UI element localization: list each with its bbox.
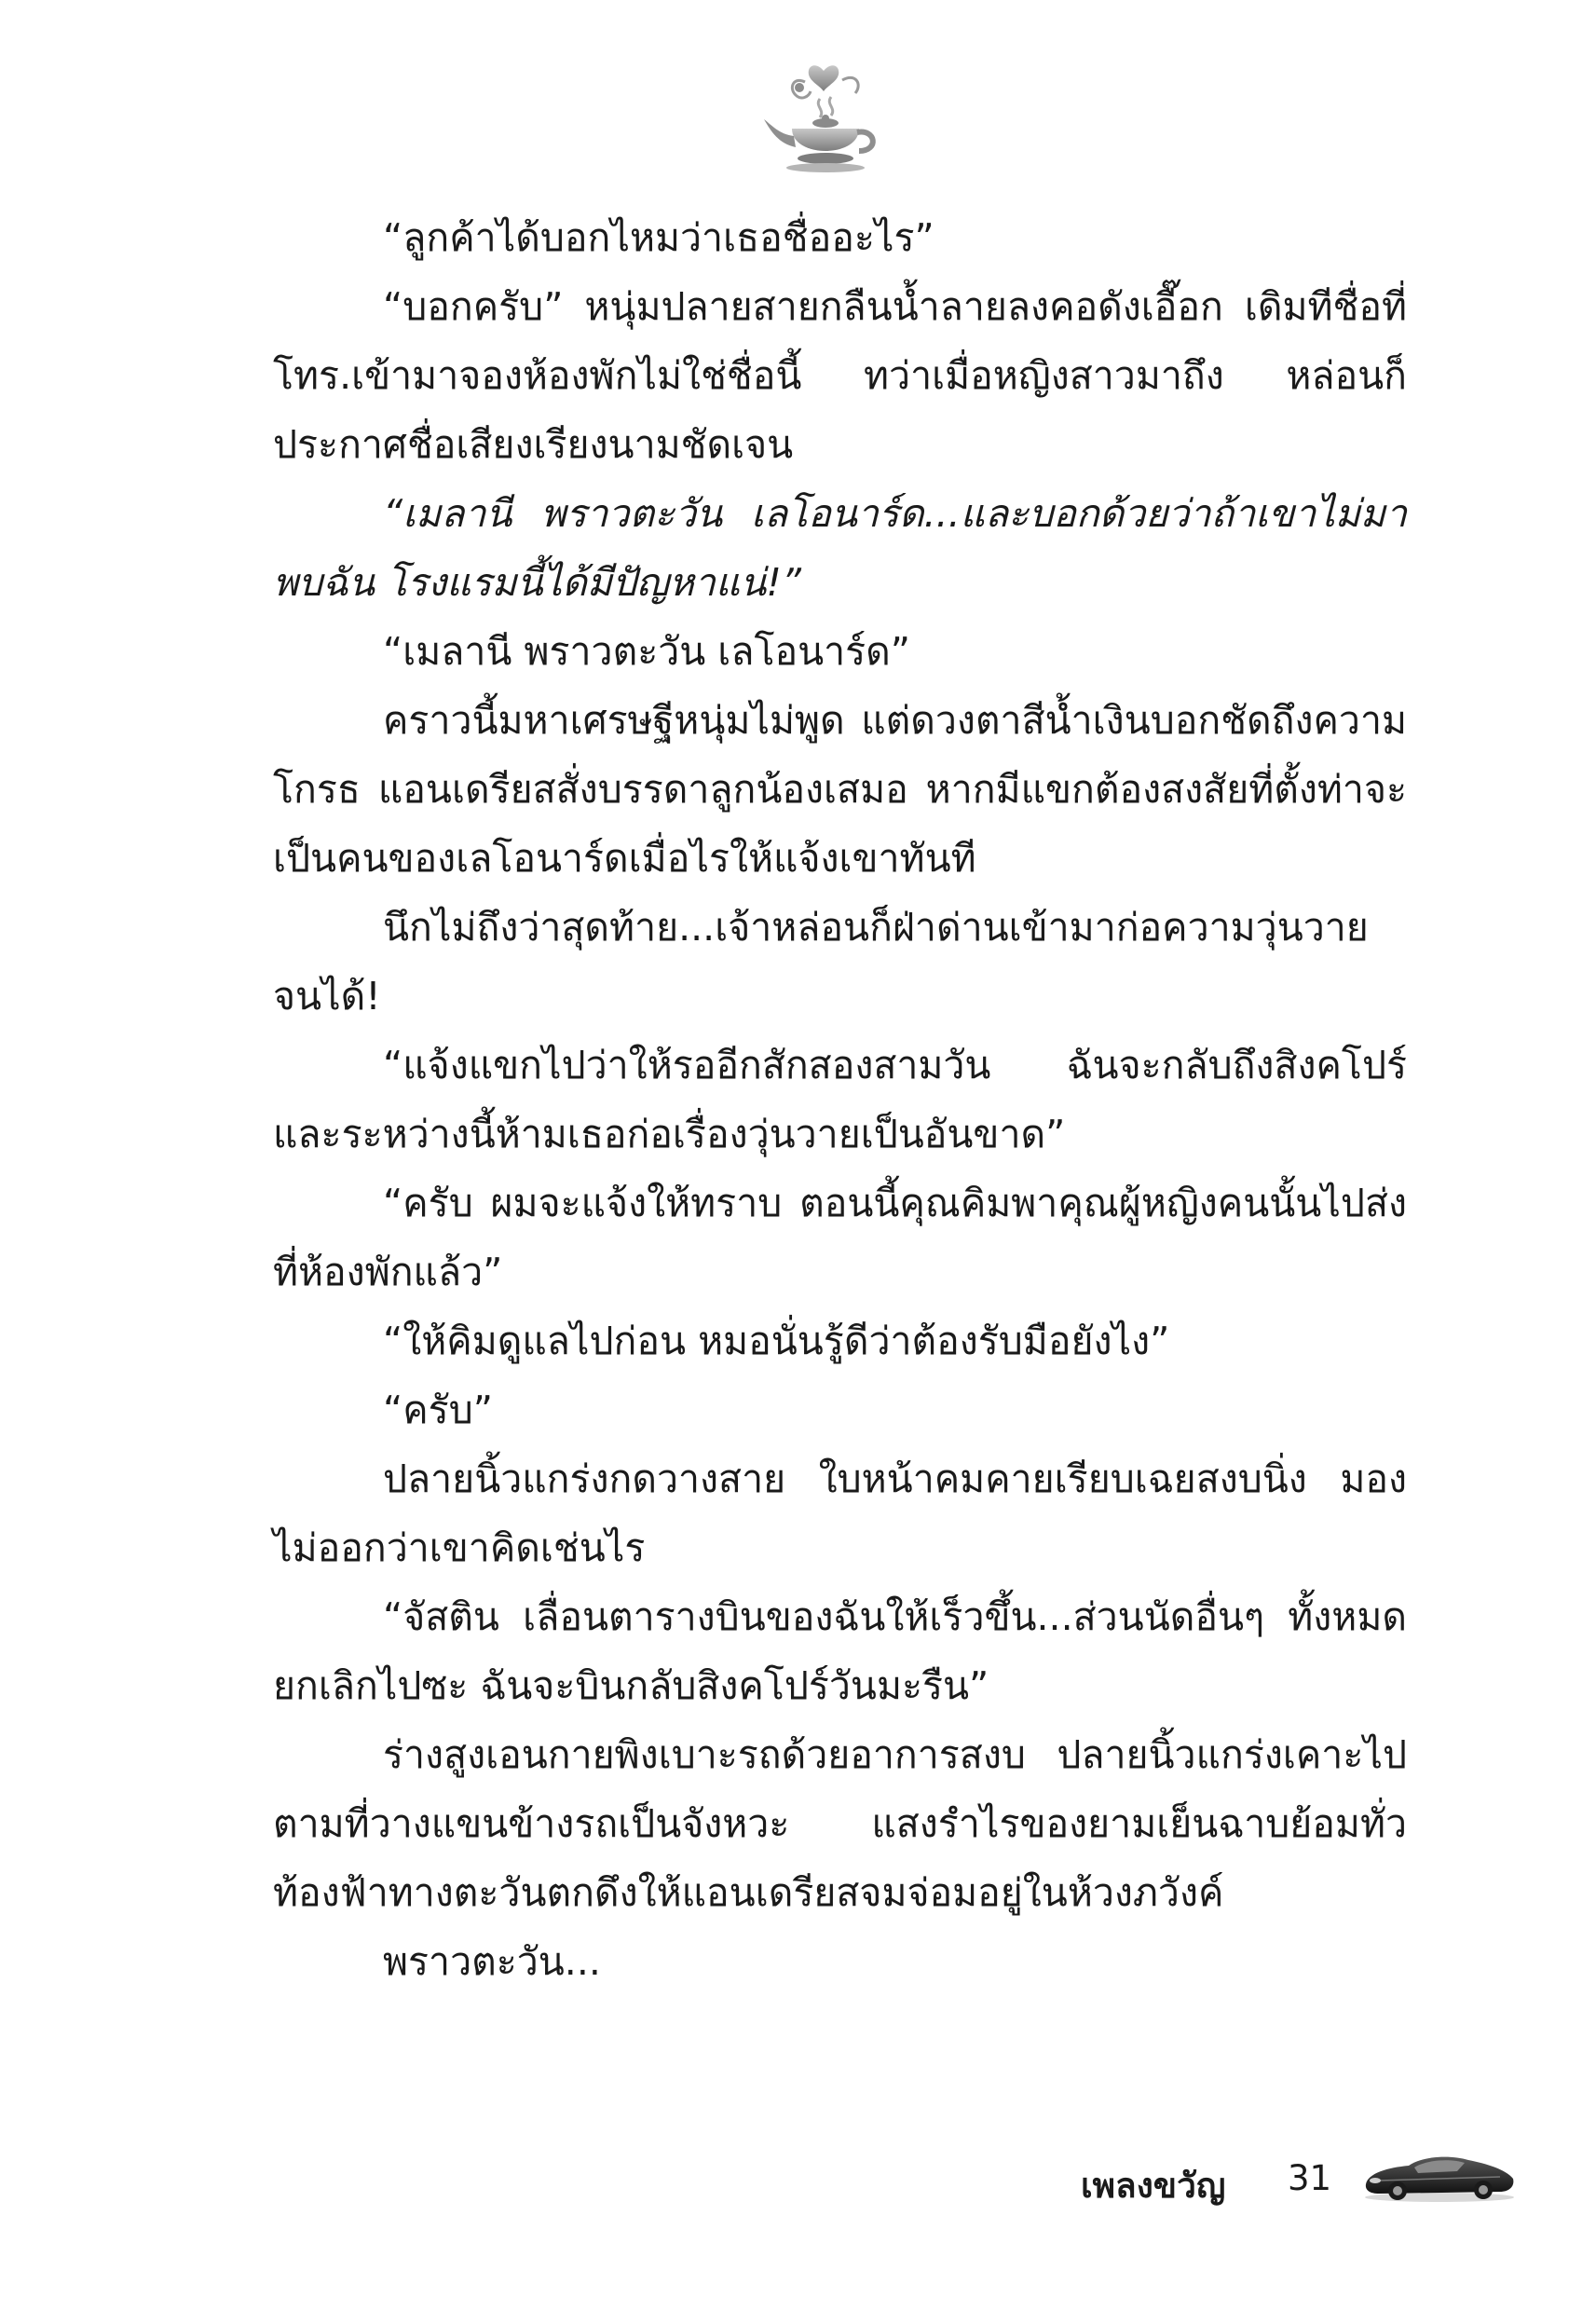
paragraph-14: พราวตะวัน... xyxy=(383,1939,601,1984)
paragraph-6: นึกไม่ถึงว่าสุดท้าย...เจ้าหล่อนก็ฝ่าด่านเข้ามาก่อความวุ่นวายจนได้! xyxy=(273,905,1369,1019)
sports-car-icon xyxy=(1360,2147,1519,2205)
paragraph-2: “บอกครับ” หนุ่มปลายสายกลืนน้ำลายลงคอดังเอื๊อก เดิมทีชื่อที่โทร.เข้ามาจองห้องพักไม่ใช่ชื่อนี้ ทว่าเมื่อหญิงสาวมาถึง หล่อนก็ประกาศชื่อเสียงเรียงนามชัดเจน xyxy=(273,284,1407,467)
paragraph-1: “ลูกค้าได้บอกไหมว่าเธอชื่ออะไร” xyxy=(383,215,934,260)
paragraph-5: คราวนี้มหาเศรษฐีหนุ่มไม่พูด แต่ดวงตาสีน้ำเงินบอกชัดถึงความโกรธ แอนเดรียสสั่งบรรดาลูกน้องเสมอ หากมีแขกต้องสงสัยที่ตั้งท่าจะเป็นคนของเลโอนาร์ดเมื่อไรให้แจ้งเขาทันที xyxy=(273,698,1407,881)
paragraph-7: “แจ้งแขกไปว่าให้รออีกสักสองสามวัน ฉันจะกลับถึงสิงคโปร์ และระหว่างนี้ห้ามเธอก่อเรื่องวุ่นวายเป็นอันขาด” xyxy=(273,1043,1407,1156)
paragraph-11: ปลายนิ้วแกร่งกดวางสาย ใบหน้าคมคายเรียบเฉยสงบนิ่ง มองไม่ออกว่าเขาคิดเช่นไร xyxy=(273,1456,1407,1570)
paragraph-3: “เมลานี พราวตะวัน เลโอนาร์ด...และบอกด้วยว่าถ้าเขาไม่มาพบฉัน โรงแรมนี้ได้มีปัญหาแน่!” xyxy=(273,491,1407,605)
page-footer xyxy=(1081,2141,1565,2225)
paragraph-8: “ครับ ผมจะแจ้งให้ทราบ ตอนนี้คุณคิมพาคุณผู้หญิงคนนั้นไปส่งที่ห้องพักแล้ว” xyxy=(273,1181,1407,1294)
teapot-cupid-ornament-icon xyxy=(751,54,900,185)
paragraph-12: “จัสติน เลื่อนตารางบินของฉันให้เร็วขึ้น...ส่วนนัดอื่นๆ ทั้งหมดยกเลิกไปซะ ฉันจะบินกลับสิงคโปร์วันมะรืน” xyxy=(273,1594,1407,1708)
book-title: เพลงขวัญ xyxy=(1081,2166,1226,2206)
paragraph-4: “เมลานี พราวตะวัน เลโอนาร์ด” xyxy=(383,629,911,674)
story-text xyxy=(273,203,1407,1996)
paragraph-9: “ให้คิมดูแลไปก่อน หมอนั่นรู้ดีว่าต้องรับมือยังไง” xyxy=(383,1319,1170,1363)
page-number: 31 xyxy=(1288,2158,1332,2198)
paragraph-10: “ครับ” xyxy=(383,1388,493,1432)
paragraph-13: ร่างสูงเอนกายพิงเบาะรถด้วยอาการสงบ ปลายนิ้วแกร่งเคาะไปตามที่วางแขนข้างรถเป็นจังหวะ แสงรำไรของยามเย็นฉาบย้อมทั่วท้องฟ้าทางตะวันตกดึงให้แอนเดรียสจมจ่อมอยู่ในห้วงภวังค์ xyxy=(273,1732,1407,1915)
